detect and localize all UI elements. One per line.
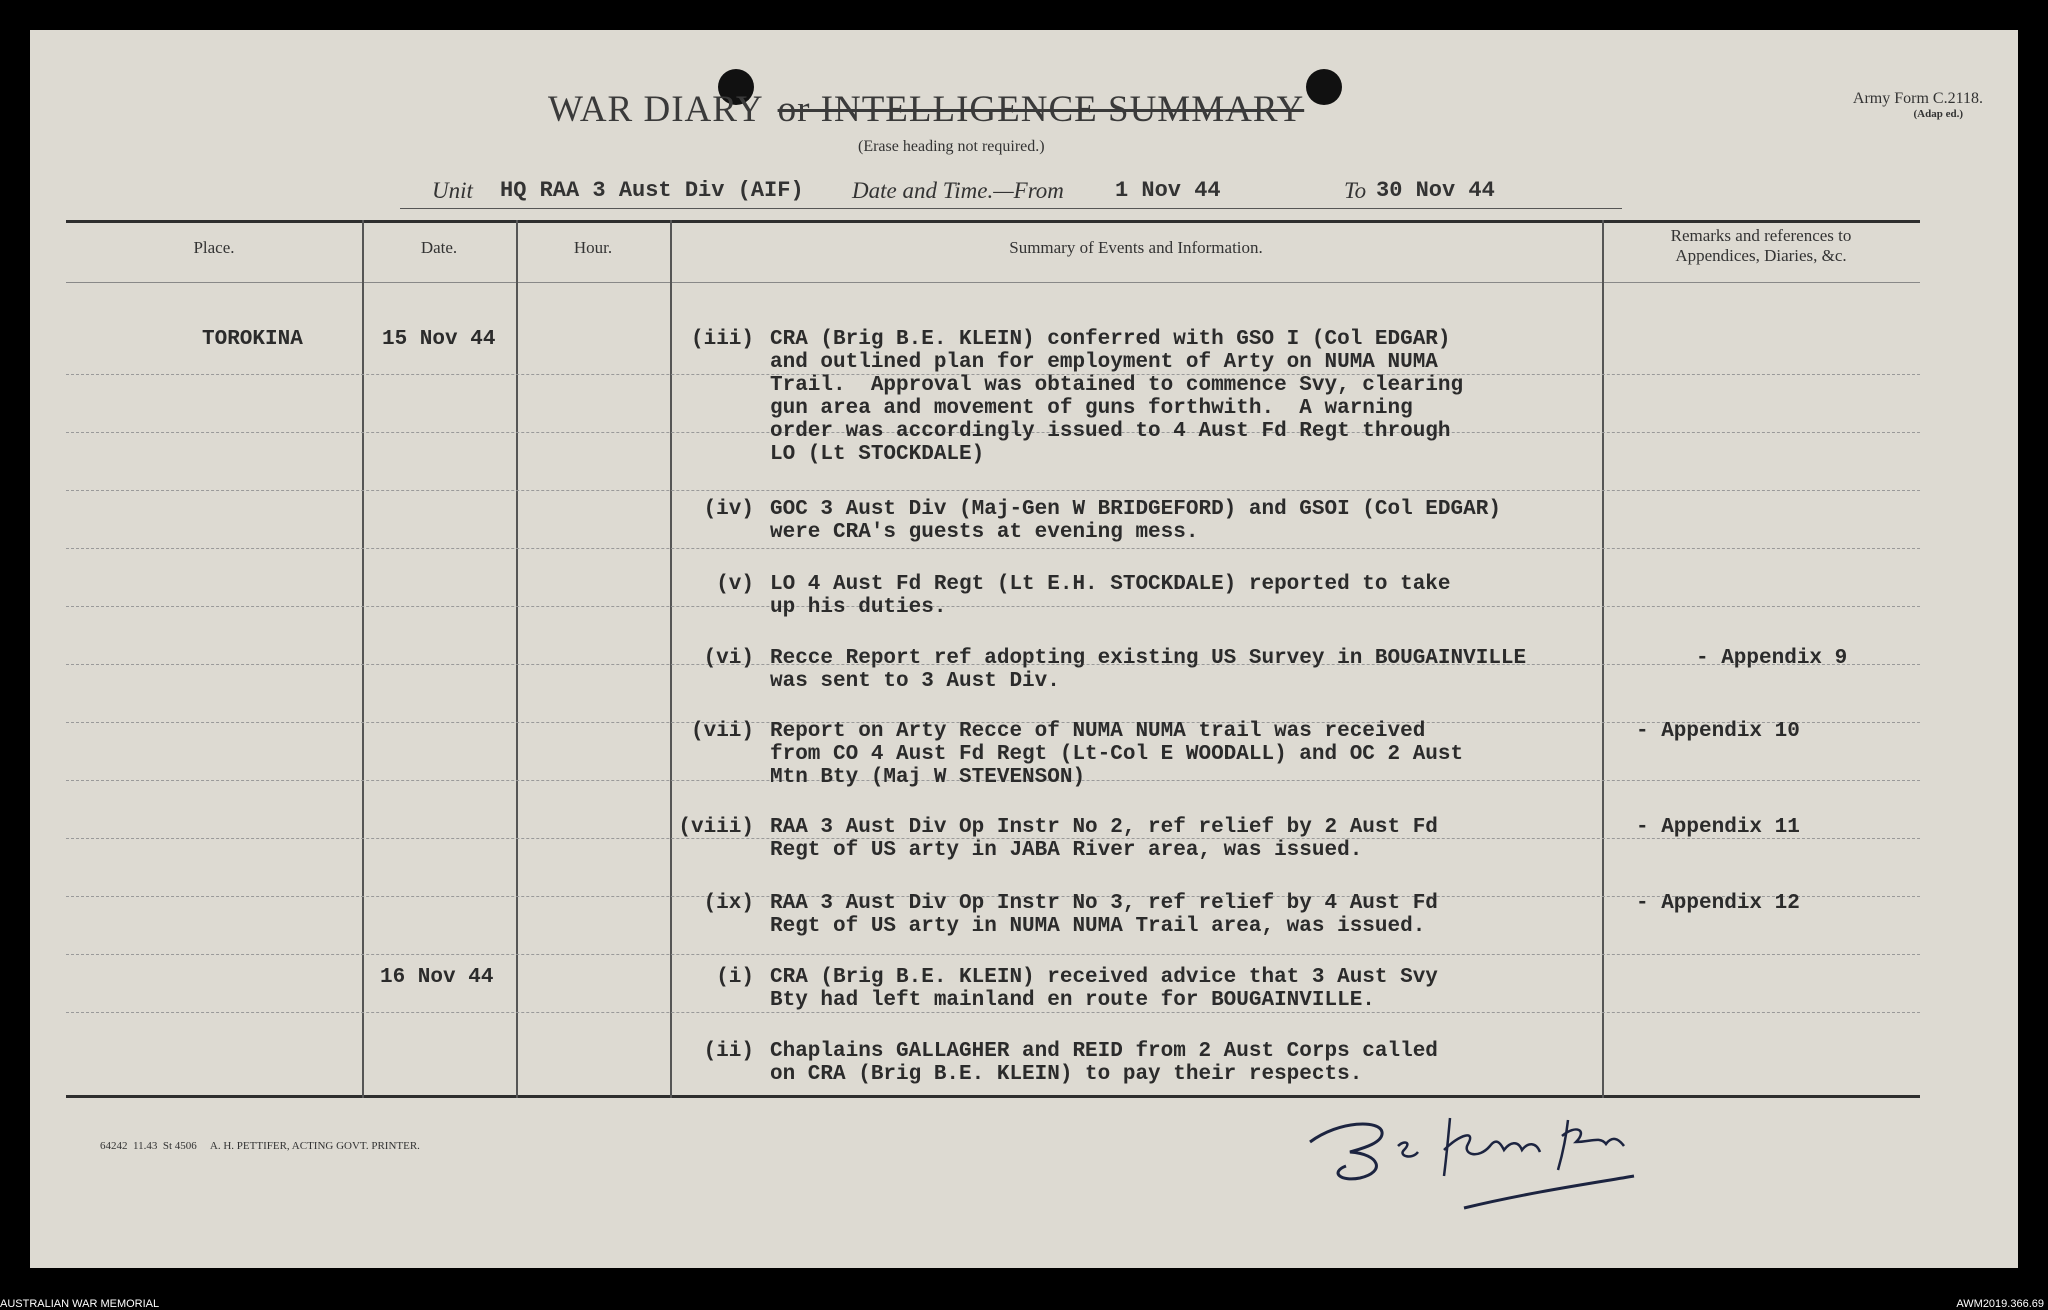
entry-text: LO 4 Aust Fd Regt (Lt E.H. STOCKDALE) reported to take up his duties. bbox=[770, 573, 1451, 619]
entry-number: (vi) bbox=[703, 647, 754, 670]
date-column-header: Date. bbox=[420, 238, 458, 257]
column-divider bbox=[362, 220, 364, 1098]
entry-number: (ix) bbox=[703, 892, 754, 915]
entry-number: (vii) bbox=[690, 720, 754, 743]
ruled-line bbox=[66, 548, 1920, 549]
to-value: 30 Nov 44 bbox=[1376, 178, 1495, 203]
war-diary-title: WAR DIARY bbox=[548, 89, 764, 130]
remark-cell: - Appendix 9 bbox=[1696, 647, 1848, 670]
place-cell: TOROKINA bbox=[202, 328, 303, 351]
archive-reference: AWM2019.366.69 bbox=[1956, 1298, 2044, 1310]
table-top-rule bbox=[66, 220, 1920, 223]
entry-text: Chaplains GALLAGHER and REID from 2 Aust Corps called on CRA (Brig B.E. KLEIN) to pay their respects. bbox=[770, 1040, 1438, 1086]
hour-column-header: Hour. bbox=[573, 238, 613, 257]
entry-text: Report on Arty Recce of NUMA NUMA trail was received from CO 4 Aust Fd Regt (Lt-Col E WOODALL) and OC 2 Aust Mtn Bty (Maj W STEVENSON) bbox=[770, 720, 1464, 789]
entry-number: (ii) bbox=[703, 1040, 754, 1063]
column-divider bbox=[1602, 220, 1604, 1098]
ruled-line bbox=[66, 490, 1920, 491]
ruled-line bbox=[66, 954, 1920, 955]
ruled-line bbox=[66, 1012, 1920, 1013]
remarks-header-line: Remarks and references to bbox=[1670, 226, 1852, 245]
from-value: 1 Nov 44 bbox=[1115, 178, 1221, 203]
date-cell: 15 Nov 44 bbox=[382, 328, 496, 351]
army-form-number: Army Form C.2118. bbox=[1852, 90, 1983, 107]
to-label: To bbox=[1344, 178, 1367, 203]
unit-value: HQ RAA 3 Aust Div (AIF) bbox=[500, 178, 804, 203]
entry-number: (v) bbox=[716, 573, 754, 596]
entry-text: CRA (Brig B.E. KLEIN) received advice that 3 Aust Svy Bty had left mainland en route for BOUGAINVILLE. bbox=[770, 966, 1438, 1012]
entry-number: (iv) bbox=[703, 498, 754, 521]
remarks-column-header bbox=[1602, 226, 1920, 266]
remarks-header-line: Appendices, Diaries, &c. bbox=[1675, 246, 1847, 265]
army-form-label bbox=[1853, 90, 1983, 120]
entry-text: GOC 3 Aust Div (Maj-Gen W BRIDGEFORD) and GSOI (Col EDGAR) were CRA's guests at evening mess. bbox=[770, 498, 1501, 544]
place-column-header: Place. bbox=[193, 238, 235, 257]
entry-text: RAA 3 Aust Div Op Instr No 3, ref relief by 4 Aust Fd Regt of US arty in NUMA NUMA Trail area, was issued. bbox=[770, 892, 1438, 938]
diary-table bbox=[66, 220, 1920, 1098]
date-cell: 16 Nov 44 bbox=[380, 966, 494, 989]
unit-line bbox=[400, 178, 1622, 209]
remark-cell: - Appendix 12 bbox=[1636, 892, 1800, 915]
entry-text: CRA (Brig B.E. KLEIN) conferred with GSO I (Col EDGAR) and outlined plan for employment of Arty on NUMA NUMA Trail. Approval was obtained to commence Svy, clearing gun area and movement of guns forthwith. A warning order was accordingly issued to 4 Aust Fd Regt through LO (Lt STOCKDALE) bbox=[770, 328, 1464, 466]
unit-label: Unit bbox=[432, 178, 473, 203]
entry-text: RAA 3 Aust Div Op Instr No 2, ref relief by 2 Aust Fd Regt of US arty in JABA River area, was issued. bbox=[770, 816, 1438, 862]
army-form-note: (Adap ed.) bbox=[1913, 108, 1963, 120]
subtitle: (Erase heading not required.) bbox=[858, 138, 1045, 155]
printer-imprint: 64242 11.43 St 4506 A. H. PETTIFER, ACTING GOVT. PRINTER. bbox=[100, 1140, 420, 1152]
column-divider bbox=[516, 220, 518, 1098]
column-divider bbox=[670, 220, 672, 1098]
signature bbox=[1300, 1080, 1680, 1210]
archive-credit: AUSTRALIAN WAR MEMORIAL bbox=[0, 1298, 160, 1310]
entry-number: (iii) bbox=[690, 328, 754, 351]
entry-number: (i) bbox=[716, 966, 754, 989]
remark-cell: - Appendix 10 bbox=[1636, 720, 1800, 743]
struck-heading: or INTELLIGENCE SUMMARY bbox=[777, 89, 1305, 130]
header-divider bbox=[66, 282, 1920, 283]
entry-number: (viii) bbox=[678, 816, 754, 839]
remark-cell: - Appendix 11 bbox=[1636, 816, 1800, 839]
punch-hole-right bbox=[1306, 69, 1342, 105]
entry-text: Recce Report ref adopting existing US Survey in BOUGAINVILLE was sent to 3 Aust Div. bbox=[770, 647, 1527, 693]
date-label: Date and Time.—From bbox=[852, 178, 1064, 203]
summary-column-header: Summary of Events and Information. bbox=[1009, 238, 1263, 257]
page-title bbox=[548, 88, 1304, 131]
